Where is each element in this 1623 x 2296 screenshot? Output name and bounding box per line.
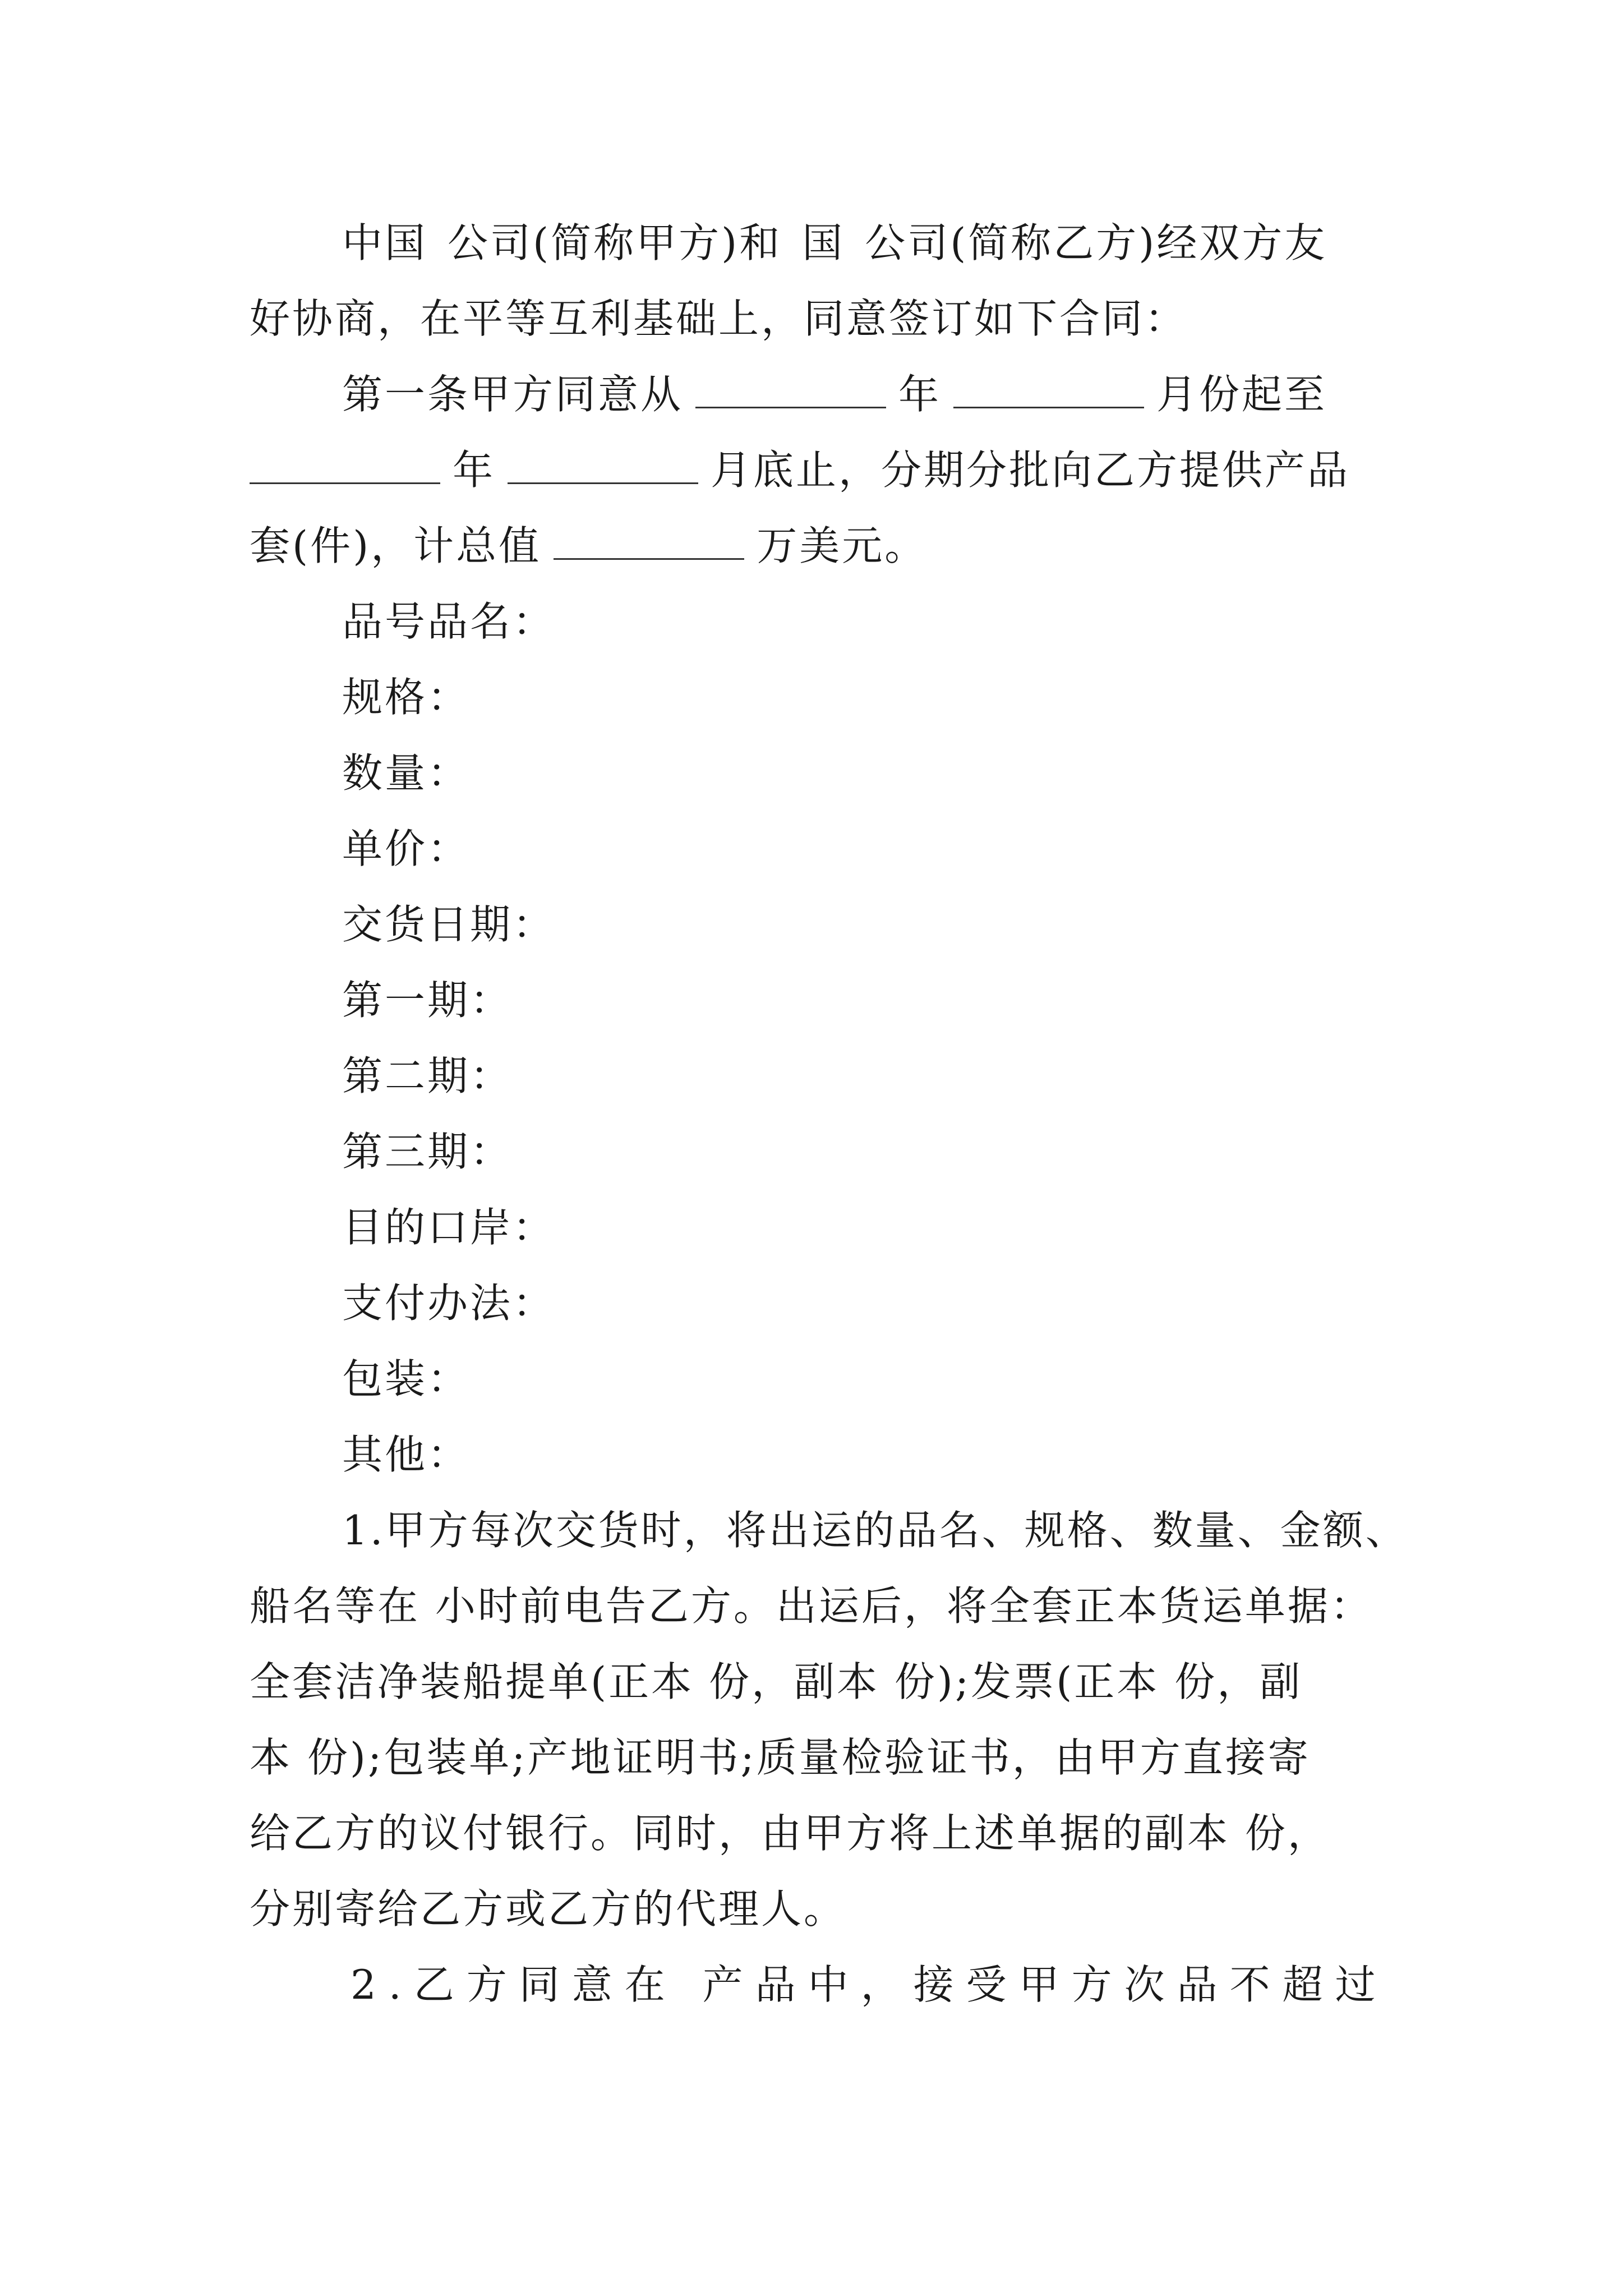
field-delivery-date: 交货日期： (342, 901, 556, 948)
clause1-line-2: 船名等在 小时前电告乙方。出运后，将全套正本货运单据： (250, 1582, 1373, 1630)
field-spec: 规格： (342, 674, 471, 721)
article1-line-1 (342, 366, 1481, 422)
intro-line-1 (342, 215, 1481, 271)
clause1-line-5: 给乙方的议付银行。同时，由甲方将上述单据的副本 份， (250, 1810, 1330, 1857)
article1-text-f: 套(件)，计总值 (250, 522, 542, 569)
clause1-line-6: 分别寄给乙方或乙方的代理人。 (250, 1885, 847, 1932)
article1-line-2 (250, 442, 1388, 498)
field-item-name: 品号品名： (342, 598, 556, 645)
intro-line-2: 好协商，在平等互利基础上，同意签订如下合同： (250, 295, 1188, 342)
field-packaging: 包装： (342, 1355, 471, 1402)
intro-text-a: 中国 (342, 219, 428, 266)
clause1-line-3: 全套洁净装船提单(正本 份，副本 份);发票(正本 份，副 (250, 1658, 1303, 1705)
intro-text-b: 公司(简称甲方)和 (448, 219, 782, 266)
clause1-line-1: 1.甲方每次交货时，将出运的品名、规格、数量、金额、 (342, 1507, 1408, 1554)
article1-line-3 (250, 518, 1388, 574)
field-destination-port: 目的口岸： (342, 1204, 556, 1251)
article1-text-d: 年 (453, 447, 496, 494)
blank-total-value (554, 523, 744, 560)
article1-text-g: 万美元。 (757, 522, 928, 569)
blank-start-month (953, 372, 1144, 408)
clause1-line-4: 本 份);包装单;产地证明书;质量检验证书，由甲方直接寄 (250, 1734, 1311, 1781)
field-payment-method: 支付办法： (342, 1280, 556, 1327)
field-phase-3: 第三期： (342, 1128, 513, 1175)
blank-end-year (250, 448, 440, 484)
article1-text-c: 月份起至 (1156, 371, 1327, 418)
intro-text-c: 国 (802, 219, 845, 266)
field-other: 其他： (342, 1431, 471, 1478)
field-phase-2: 第二期： (342, 1052, 513, 1099)
intro-text-d: 公司(简称乙方)经双方友 (865, 219, 1327, 266)
article1-text-a: 第一条甲方同意从 (342, 371, 684, 418)
field-unit-price: 单价： (342, 825, 471, 872)
blank-end-month (508, 448, 698, 484)
article1-text-e: 月底止，分期分批向乙方提供产品 (711, 447, 1350, 494)
article1-text-b: 年 (898, 371, 942, 418)
field-quantity: 数量： (342, 749, 471, 797)
blank-start-year (695, 372, 886, 408)
clause2-line-1: 2.乙方同意在 产品中，接受甲方次品不超过 (351, 1961, 1388, 2008)
field-phase-1: 第一期： (342, 977, 513, 1024)
